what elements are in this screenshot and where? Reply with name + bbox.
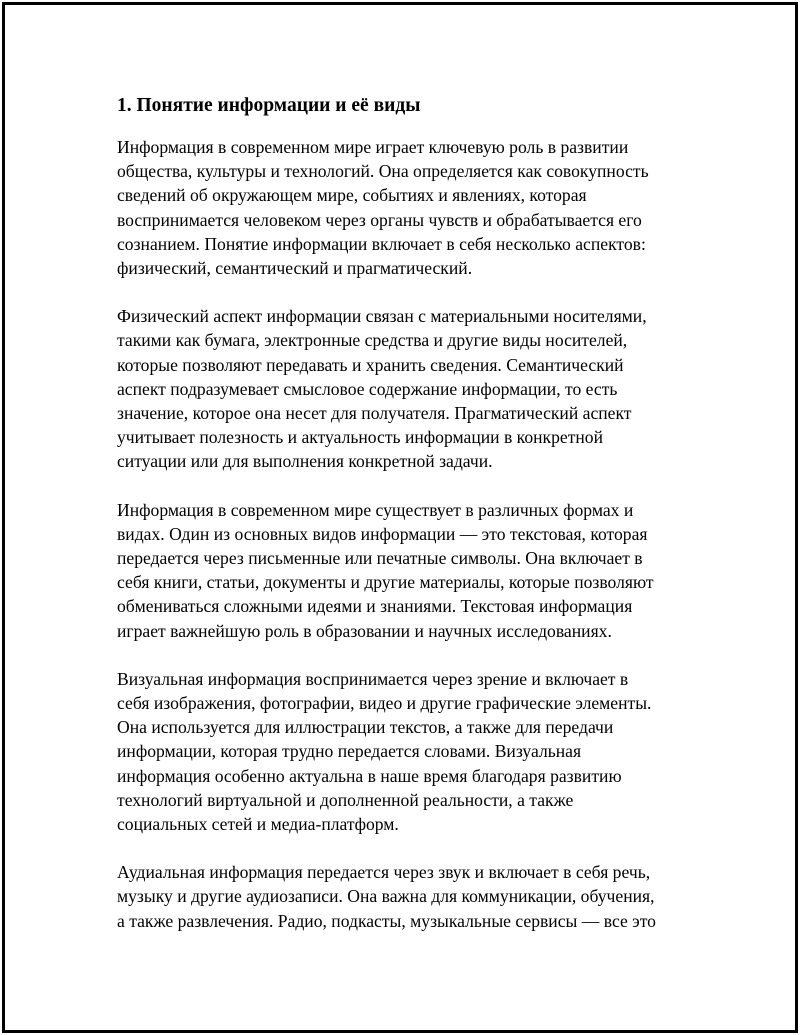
text-line: Визуальная информация воспринимается через зрение и включает в <box>117 668 629 689</box>
text-line: которые позволяют передавать и хранить сведения. Семантический <box>117 354 624 375</box>
document-body <box>117 93 697 957</box>
paragraph-5 <box>117 860 697 933</box>
section-heading: 1. Понятие информации и её виды <box>117 95 421 116</box>
text-line: такими как бумага, электронные средства и другие виды носителей, <box>117 330 628 351</box>
text-line: Информация в современном мире играет ключевую роль в развитии <box>117 137 629 157</box>
text-line: себя книги, статьи, документы и другие материалы, которые позволяют <box>117 572 654 593</box>
paragraph-4 <box>117 667 697 836</box>
text-line: Физический аспект информации связан с материальными носителями, <box>117 306 647 327</box>
text-line: социальных сетей и медиа-платформ. <box>117 814 399 835</box>
text-line: физический, семантический и прагматический. <box>117 258 473 279</box>
text-line: сознанием. Понятие информации включает в себя несколько аспектов: <box>117 233 646 254</box>
text-line: сведений об окружающем мире, событиях и явлениях, которая <box>117 185 587 206</box>
text-line: технологий виртуальной и дополненной реальности, а также <box>117 789 574 810</box>
text-line: Она используется для иллюстрации текстов, а также для передачи <box>117 717 614 738</box>
text-line: информации, которая трудно передается словами. Визуальная <box>117 741 582 762</box>
text-line: а также развлечения. Радио, подкасты, музыкальные сервисы — все это <box>117 910 656 931</box>
text-line: общества, культуры и технологий. Она определяется как совокупность <box>117 161 649 182</box>
text-line: Аудиальная информация передается через звук и включает в себя речь, <box>117 862 651 883</box>
text-line: себя изображения, фотографии, видео и другие графические элементы. <box>117 693 652 714</box>
text-line: учитывает полезность и актуальность информации в конкретной <box>117 427 604 448</box>
text-line: передается через письменные или печатные символы. Она включает в <box>117 548 643 569</box>
text-line: играет важнейшую роль в образовании и научных исследованиях. <box>117 620 612 641</box>
text-line: воспринимается человеком через органы чувств и обрабатывается его <box>117 209 642 230</box>
text-line: видах. Один из основных видов информации — это текстовая, которая <box>117 523 648 544</box>
text-line: обмениваться сложными идеями и знаниями. Текстовая информация <box>117 596 633 617</box>
paragraph-1 <box>117 135 697 280</box>
text-line: аспект подразумевает смысловое содержание информации, то есть <box>117 378 618 399</box>
paragraph-2 <box>117 304 697 473</box>
text-line: музыку и другие аудиозаписи. Она важна для коммуникации, обучения, <box>117 886 655 907</box>
paragraph-3 <box>117 498 697 643</box>
text-line: Информация в современном мире существует в различных формах и <box>117 499 634 520</box>
text-line: ситуации или для выполнения конкретной задачи. <box>117 451 493 472</box>
text-line: информация особенно актуальна в наше время благодаря развитию <box>117 765 622 786</box>
text-line: значение, которое она несет для получателя. Прагматический аспект <box>117 403 632 424</box>
